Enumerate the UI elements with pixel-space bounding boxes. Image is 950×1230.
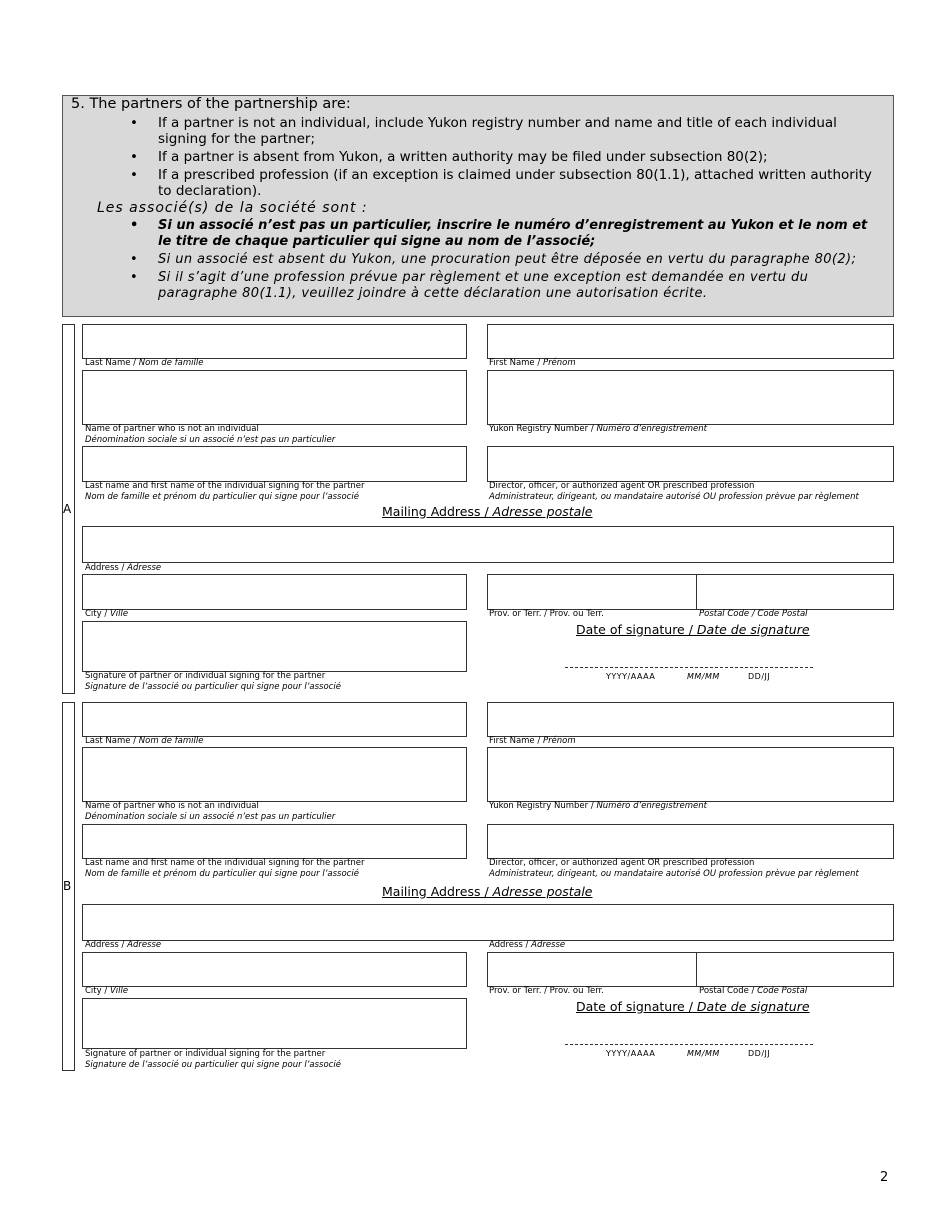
last-name-field[interactable] bbox=[82, 702, 467, 737]
postal-code-field[interactable] bbox=[696, 574, 894, 610]
signature-label: Signature of partner or individual signing for the partner Signature de l’associé ou particulier qui signe pour l’associé bbox=[85, 671, 341, 692]
address-field[interactable] bbox=[82, 904, 894, 941]
registry-number-label: Yukon Registry Number / Numéro d’enregistrement bbox=[489, 801, 707, 811]
city-label: City / Ville bbox=[85, 609, 129, 619]
city-field[interactable] bbox=[82, 574, 467, 610]
section-letter: B bbox=[63, 879, 72, 893]
signer-name-field[interactable] bbox=[82, 824, 467, 859]
french-instructions-heading: Les associé(s) de la société sont : bbox=[97, 200, 368, 216]
director-label: Director, officer, or authorized agent OR prescribed profession Administrateur, dirigeant, ou mandataire autorisé OU profession prèvue par règlement bbox=[489, 858, 859, 879]
date-year-label: YYYY/AAAA bbox=[606, 672, 656, 681]
list-item: • If a partner is not an individual, include Yukon registry number and name and title of each individual signing for the partner; bbox=[158, 115, 883, 147]
director-field[interactable] bbox=[487, 446, 894, 482]
signature-field[interactable] bbox=[82, 621, 467, 672]
province-field[interactable] bbox=[487, 952, 697, 987]
date-signature-title: Date of signature / Date de signature bbox=[576, 622, 810, 637]
registry-number-label: Yukon Registry Number / Numéro d’enregistrement bbox=[489, 424, 707, 434]
list-item: • Si un associé n’est pas un particulier, inscrire le numéro d’enregistrement au Yukon et le nom et le titre de chaque particulier qui signe au nom de l’associé; bbox=[158, 218, 883, 250]
address-field[interactable] bbox=[82, 526, 894, 563]
director-field[interactable] bbox=[487, 824, 894, 859]
french-instructions-list bbox=[158, 218, 883, 304]
date-month-label: MM/MM bbox=[687, 672, 720, 681]
postal-code-label: Postal Code / Code Postal bbox=[699, 986, 808, 996]
registry-number-field[interactable] bbox=[487, 370, 894, 425]
date-year-label: YYYY/AAAA bbox=[606, 1049, 656, 1058]
section-letter: A bbox=[63, 502, 72, 516]
province-label: Prov. or Terr. / Prov. ou Terr. bbox=[489, 986, 604, 996]
signature-field[interactable] bbox=[82, 998, 467, 1049]
address-label: Address / Adresse bbox=[85, 940, 162, 950]
page-number: 2 bbox=[880, 1170, 889, 1185]
signature-label: Signature of partner or individual signing for the partner Signature de l’associé ou particulier qui signe pour l’associé bbox=[85, 1049, 341, 1070]
city-field[interactable] bbox=[82, 952, 467, 987]
address-label-secondary: Address / Adresse bbox=[489, 940, 566, 950]
partner-name-label: Name of partner who is not an individual Dénomination sociale si un associé n’est pas un particulier bbox=[85, 801, 336, 822]
date-day-label: DD/JJ bbox=[748, 672, 771, 681]
first-name-label: First Name / Prénom bbox=[489, 358, 576, 368]
province-label: Prov. or Terr. / Prov. ou Terr. bbox=[489, 609, 604, 619]
last-name-label: Last Name / Nom de famille bbox=[85, 736, 204, 746]
date-day-label: DD/JJ bbox=[748, 1049, 771, 1058]
date-signature-line[interactable] bbox=[565, 1044, 813, 1045]
mailing-address-title: Mailing Address / Adresse postale bbox=[382, 884, 593, 899]
partner-name-field[interactable] bbox=[82, 747, 467, 802]
postal-code-label: Postal Code / Code Postal bbox=[699, 609, 808, 619]
first-name-field[interactable] bbox=[487, 702, 894, 737]
partner-name-field[interactable] bbox=[82, 370, 467, 425]
instructions-heading: 5. The partners of the partnership are: bbox=[71, 96, 351, 112]
first-name-label: First Name / Prénom bbox=[489, 736, 576, 746]
date-signature-title: Date of signature / Date de signature bbox=[576, 999, 810, 1014]
mailing-address-title: Mailing Address / Adresse postale bbox=[382, 504, 593, 519]
first-name-field[interactable] bbox=[487, 324, 894, 359]
date-month-label: MM/MM bbox=[687, 1049, 720, 1058]
date-signature-line[interactable] bbox=[565, 667, 813, 668]
postal-code-field[interactable] bbox=[696, 952, 894, 987]
instructions-box bbox=[62, 95, 894, 317]
list-item: • Si un associé est absent du Yukon, une procuration peut être déposée en vertu du paragraphe 80(2); bbox=[158, 252, 883, 268]
signer-name-label: Last name and first name of the individual signing for the partner Nom de famille et prénom du particulier qui signe pour l’associé bbox=[85, 481, 365, 502]
city-label: City / Ville bbox=[85, 986, 129, 996]
last-name-field[interactable] bbox=[82, 324, 467, 359]
province-field[interactable] bbox=[487, 574, 697, 610]
english-instructions-list bbox=[158, 115, 883, 201]
list-item: • Si il s’agit d’une profession prévue par règlement et une exception est demandée en vertu du paragraphe 80(1.1), veuillez joindre à cette déclaration une autorisation écrite. bbox=[158, 270, 883, 302]
list-item: • If a partner is absent from Yukon, a written authority may be filed under subsection 80(2); bbox=[158, 149, 883, 165]
address-label: Address / Adresse bbox=[85, 563, 162, 573]
list-item: • If a prescribed profession (if an exception is claimed under subsection 80(1.1), attached written authority to declaration). bbox=[158, 167, 883, 199]
director-label: Director, officer, or authorized agent OR prescribed profession Administrateur, dirigeant, ou mandataire autorisé OU profession prèvue par règlement bbox=[489, 481, 859, 502]
registry-number-field[interactable] bbox=[487, 747, 894, 802]
signer-name-field[interactable] bbox=[82, 446, 467, 482]
signer-name-label: Last name and first name of the individual signing for the partner Nom de famille et prénom du particulier qui signe pour l’associé bbox=[85, 858, 365, 879]
last-name-label: Last Name / Nom de famille bbox=[85, 358, 204, 368]
partner-name-label: Name of partner who is not an individual Dénomination sociale si un associé n’est pas un particulier bbox=[85, 424, 336, 445]
